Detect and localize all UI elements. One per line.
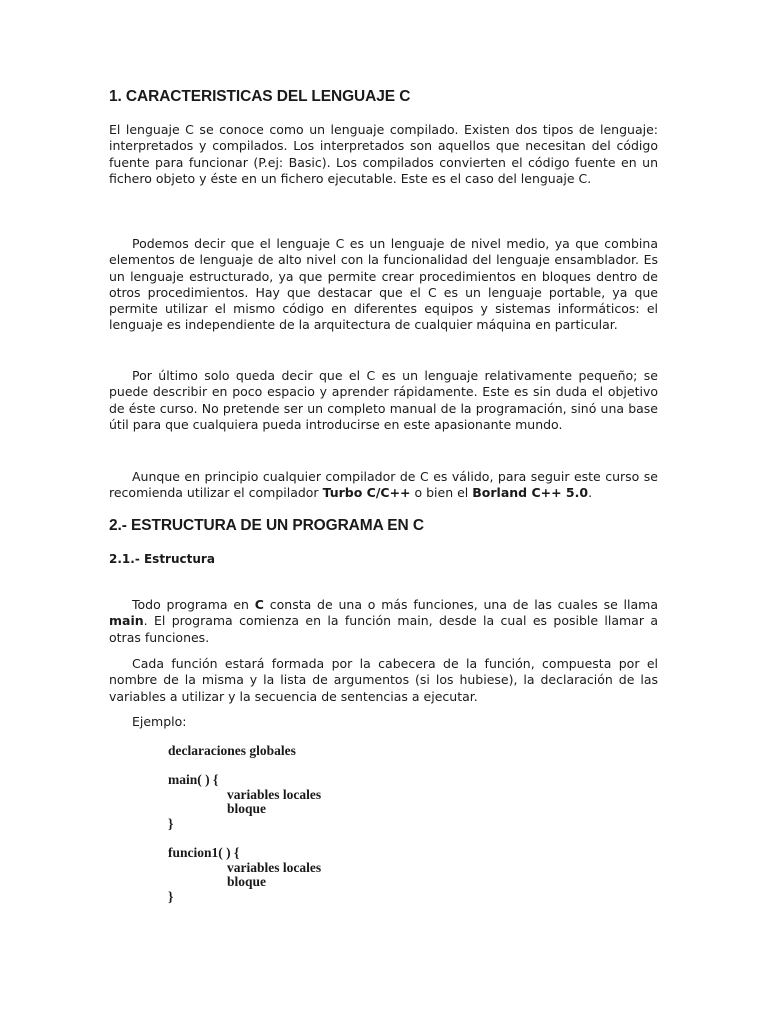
code-spacer — [168, 759, 321, 774]
para1-bold-main: main — [109, 613, 144, 629]
compiler-text-middle: o bien el — [410, 485, 473, 501]
section-1-paragraph-2: Podemos decir que el lenguaje C es un lenguaje de nivel medio, ya que combina elementos de lenguaje de alto nivel con la funcionalidad del lenguaje ensamblador. Es un lenguaje estructurado, ya que permite crear procedimientos en bloques dentro de otros procedimientos. Hay que destacar que el C es un lenguaje portable, ya que permite utilizar el mismo código en diferentes equipos y sistemas informáticos: el lenguaje es independiente de la arquitectura de cualquier máquina en particular. — [109, 236, 658, 333]
code-spacer — [168, 832, 321, 847]
compiler-text-before: Aunque en principio cualquier compilador de C es válido, para seguir este curso se recomienda utilizar el compilador — [109, 469, 658, 501]
example-label: Ejemplo: — [132, 714, 187, 729]
code-main-vars: variables locales — [227, 786, 322, 802]
subsection-2-1-heading: 2.1.- Estructura — [109, 552, 215, 566]
code-globals: declaraciones globales — [168, 743, 296, 758]
section-2-paragraph-1 — [109, 597, 658, 646]
para1-text-2: consta de una o más funciones, una de las cuales se llama — [263, 597, 659, 612]
code-main-block: bloque — [227, 801, 267, 817]
compiler-text-after: . — [588, 485, 593, 501]
code-f1-open: funcion1( ) { — [168, 845, 240, 861]
para1-text-1: Todo programa en — [132, 597, 255, 612]
para1-text-3: . El programa comienza en la función main, desde la cual es posible llamar a otras funciones. — [109, 613, 658, 645]
code-f1-close: } — [168, 888, 174, 904]
compiler-turbo-c: Turbo C/C++ — [322, 485, 411, 501]
para1-bold-c: C — [254, 597, 264, 612]
code-example — [168, 744, 321, 905]
code-f1-block: bloque — [227, 874, 267, 890]
compiler-borland: Borland C++ 5.0 — [472, 485, 589, 501]
code-main-close: } — [168, 815, 174, 831]
section-2-paragraph-2: Cada función estará formada por la cabecera de la función, compuesta por el nombre de la misma y la lista de argumentos (si los hubiese), la declaración de las variables a utilizar y la secuencia de sentencias a ejecutar. — [109, 656, 658, 704]
section-1-paragraph-1: El lenguaje C se conoce como un lenguaje compilado. Existen dos tipos de lenguaje: interpretados y compilados. Los interpretados son aquellos que necesitan del código fuente para funcionar (P.ej: Basic). Los compilados convierten el código fuente en un fichero objeto y éste en un fichero ejecutable. Este es el caso del lenguaje C. — [109, 122, 658, 186]
section-2-heading: 2.- ESTRUCTURA DE UN PROGRAMA EN C — [109, 517, 424, 534]
compiler-recommendation-paragraph — [109, 469, 658, 502]
section-1-paragraph-3: Por último solo queda decir que el C es un lenguaje relativamente pequeño; se puede describir en poco espacio y aprender rápidamente. Este es sin duda el objetivo de éste curso. No pretende ser un completo manual de la programación, sinó una base útil para que cualquiera pueda introducirse en este apasionante mundo. — [109, 368, 658, 432]
section-1-heading: 1. CARACTERISTICAS DEL LENGUAJE C — [109, 88, 411, 105]
code-main-open: main( ) { — [168, 772, 219, 788]
code-f1-vars: variables locales — [227, 859, 322, 875]
